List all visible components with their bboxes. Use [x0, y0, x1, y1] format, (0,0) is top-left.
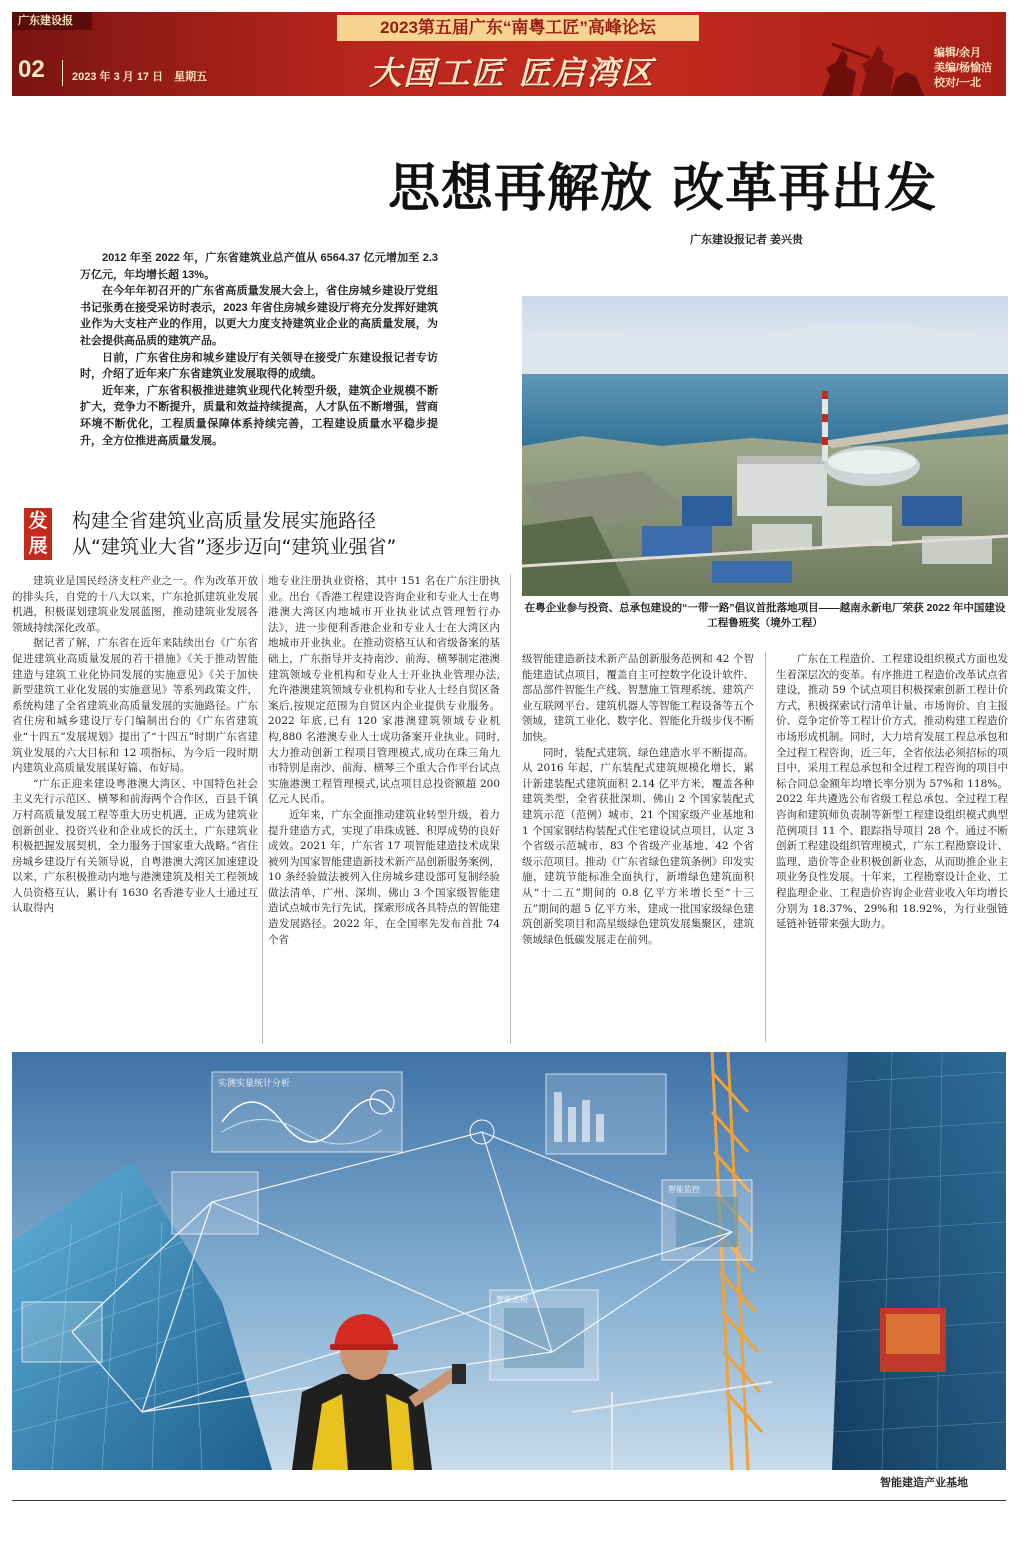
- page-number: 02: [18, 56, 45, 83]
- intro-paragraph: 2012 年至 2022 年，广东省建筑业总产值从 6564.37 亿元增加至 2.3 万亿元，年均增长超 13%。: [80, 252, 438, 281]
- intro-paragraph: 在今年年初召开的广东省高质量发展大会上，省住房城乡建设厅党组书记张勇在接受采访时表示，2023 年省住房城乡建设厅将充分发挥好建筑业作为大支柱产业的作用，以更大力度支持建筑业企业的高质量发展，为社会提供高品质的建筑产品。: [80, 285, 438, 347]
- page-bottom-rule: [12, 1500, 1006, 1501]
- power-plant-photo: [522, 296, 1008, 596]
- section-badge: 发展: [24, 508, 52, 560]
- dashboard-panel-title: 智能监控: [668, 1185, 700, 1194]
- body-column-4: [776, 652, 1008, 933]
- masthead: [12, 12, 1006, 96]
- issue-date: 2023 年 3 月 17 日 星期五: [72, 71, 208, 83]
- photo2-caption: 智能建造产业基地: [880, 1477, 968, 1489]
- body-column-2: [268, 574, 500, 948]
- workers-silhouette-icon: [812, 42, 932, 96]
- dashboard-panel-title: 实测实量统计分析: [218, 1078, 291, 1088]
- body-paragraph: 据记者了解，广东省在近年来陆续出台《广东省促进建筑业高质量发展的若干措施》《关于推动智能建造与建筑工业化协同发展的实施意见》《关于加快新型建筑工业化发展的实施意见》等系列政策文件，系统构建了全省建筑业高质量发展的实施路径。广东省住房和城乡建设厅专门编制出台的《广东省建筑业“十四五”发展规划》提出了“十四五”时期广东省建筑业发展的六大目标和 12 项指标，为今后一段时期内建筑业高质量发展谋好篇、布好局。: [12, 637, 258, 775]
- body-paragraph: 同时，装配式建筑、绿色建造水平不断提高。从 2016 年起，广东装配式建筑规模化增长，累计新建装配式建筑面积 2.14 亿平方米，覆盖各种建筑类型，全省获批深圳、佛山 2 个国家装配式建筑示范（范例）城市、21 个国家级产业基地和 1 个国家钢结构装配式住宅建设试点项目，认定 3 个省级示范城市、83 个省级产业基地、42 个省级示范项目。推动《广东省绿色建筑条例》印发实施，建筑节能标准全面执行，新增绿色建筑面积从“十二五”期间的 0.8 亿平方米增长至“十三五”期间的超 5 亿平方米，建成一批国家级绿色建筑创新奖项目和高星级绿色建筑发展集聚区，建筑领域绿色低碳发展走在前列。: [522, 746, 754, 946]
- intro-paragraph: 近年来，广东省积极推进建筑业现代化转型升级，建筑企业规模不断扩大，竞争力不断提升，质量和效益持续提高，人才队伍不断增强，营商环境不断优化，工程质量保障体系持续完善，工程建设质量水平稳步提升，全方位推进高质量发展。: [80, 384, 438, 447]
- intro-paragraph: 日前，广东省住房和城乡建设厅有关领导在接受广东建设报记者专访时，介绍了近年来广东省建筑业发展取得的成绩。: [80, 351, 438, 381]
- body-paragraph: “广东正迎来建设粤港澳大湾区、中国特色社会主义先行示范区、横琴和前海两个合作区，百县千镇万村高质量发展工程等重大历史机遇，正成为建筑业创新创业、投资兴业和企业成长的沃土，广东建筑业积极把握发展契机，全力服务于国家重大战略。”省住房城乡建设厅有关领导说，自粤港澳大湾区加速建设以来，广东积极推动内地与港澳建筑及相关工程领域人员资格互认，累计有 1630 名香港专业人士通过互认取得内: [12, 777, 258, 915]
- body-paragraph: 建筑业是国民经济支柱产业之一。作为改革开放的排头兵，自党的十八大以来，广东抢抓建筑业发展机遇，积极谋划建筑业发展蓝图，推动建筑业发展各领域持续深化改革。: [12, 575, 258, 634]
- body-paragraph: 级智能建造新技术新产品创新服务范例和 42 个智能建造试点项目，覆盖自主可控数字化设计软件、部品部件智能生产线、智慧施工管理系统、建筑产业互联网平台、建筑机器人等智能工程设备等五个领域，建筑工业化、数字化、智能化升级步伐不断加快。: [522, 653, 754, 743]
- masthead-slogan: 大国工匠 匠启湾区: [369, 54, 655, 92]
- paper-name: 广东建设报: [12, 12, 92, 30]
- masthead-divider: [62, 60, 63, 86]
- column-divider: [765, 652, 766, 1042]
- body-paragraph: 近年来，广东全面推动建筑业转型升级，着力提升建造方式，实现了串珠成链、积厚成势的良好成效。2021 年，广东省 17 项智能建造技术成果被列为国家智能建造新技术新产品创新服务案例，10 条经验做法被列入住房城乡建设部可复制经验做法清单，广州、深圳、佛山 3 个国家级智能建造试点城市先行先试，探索形成各具特点的智能建造发展路径。2022 年，在全国率先发布首批 74 个省: [268, 808, 500, 946]
- forum-title: 2023第五届广东“南粤工匠”高峰论坛: [337, 15, 699, 41]
- editor-credits: [934, 46, 992, 91]
- designer-credit: 美编/杨愉洁: [934, 62, 993, 74]
- body-paragraph: 地专业注册执业资格，其中 151 名在广东注册执业。出台《香港工程建设咨询企业和专业人士在粤港澳大湾区内地城市开业执业试点管理暂行办法》，进一步便利香港企业和专业人士在大湾区内地城市开业执业。在推动资格互认和省级备案的基础上，广东指导并支持南沙、前海、横琴制定港澳建筑领域专业机构和专业人士开业执业管理办法,允许港澳建筑领域专业机构和专业人士经自贸区备案后,按规定范围为自贸区内企业提供专业服务。2022 年底,已有 120 家港澳建筑领域专业机构,880 名港澳专业人士成功备案开业执业。同时,大力推动创新工程项目管理模式,成功在珠三角九市特别是南沙、前海、横琴三个重大合作平台试点实施港澳工程管理模式,试点项目总投资额超 200 亿元人民币。: [268, 575, 500, 806]
- body-column-1: [12, 574, 258, 917]
- dashboard-panel-title: 智能巡检: [496, 1295, 528, 1304]
- smart-construction-photo: [12, 1052, 1006, 1470]
- article-headline: 思想再解放 改革再出发: [388, 158, 938, 219]
- column-divider: [510, 574, 511, 1044]
- column-divider: [262, 574, 263, 1044]
- article-byline: 广东建设报记者 姜兴贵: [690, 234, 804, 246]
- section-title: [72, 508, 396, 560]
- proofreader-credit: 校对/一北: [934, 77, 982, 89]
- photo1-caption: 在粤企业参与投资、总承包建设的“一带一路”倡议首批落地项目——越南永新电厂荣获 2022 年中国建设工程鲁班奖（境外工程）: [524, 602, 1006, 629]
- body-column-3: [522, 652, 754, 948]
- body-paragraph: 广东在工程造价、工程建设组织模式方面也发生着深层次的变革。有序推进工程造价改革试点省建设，推动 59 个试点项目积极探索创新工程计价方式，积极探索试行清单计量、市场询价、自主报价、竞争定价等工程计价方式，推动构建工程造价市场形成机制。同时，大力培育发展工程总承包和全过程工程咨询，近三年，全省依法必须招标的项目中，采用工程总承包和全过程工程咨询的项目中标合同总金额年均增长率分别为 57%和 118%。2022 年共遴选公布省级工程总承包、全过程工程咨询和建筑师负责制等新型工程建设组织模式典型范例项目 11 个、跟踪指导项目 28 个。通过不断创新工程建设组织管理模式，广东工程勘察设计、监理、造价等企业积极创新业态，从而助推企业主项业务良性发展。十年来，工程勘察设计企业、工程监理企业、工程造价咨询企业营业收入年均增长分别为 18.37%、29%和 18.92%，为行业强链延链补链带来强大助力。: [776, 653, 1008, 931]
- article-intro: [80, 250, 438, 449]
- section-title-line1: 构建全省建筑业高质量发展实施路径: [72, 510, 377, 532]
- editor-credit: 编辑/余月: [934, 47, 982, 59]
- section-title-line2: 从“建筑业大省”逐步迈向“建筑业强省”: [72, 536, 397, 558]
